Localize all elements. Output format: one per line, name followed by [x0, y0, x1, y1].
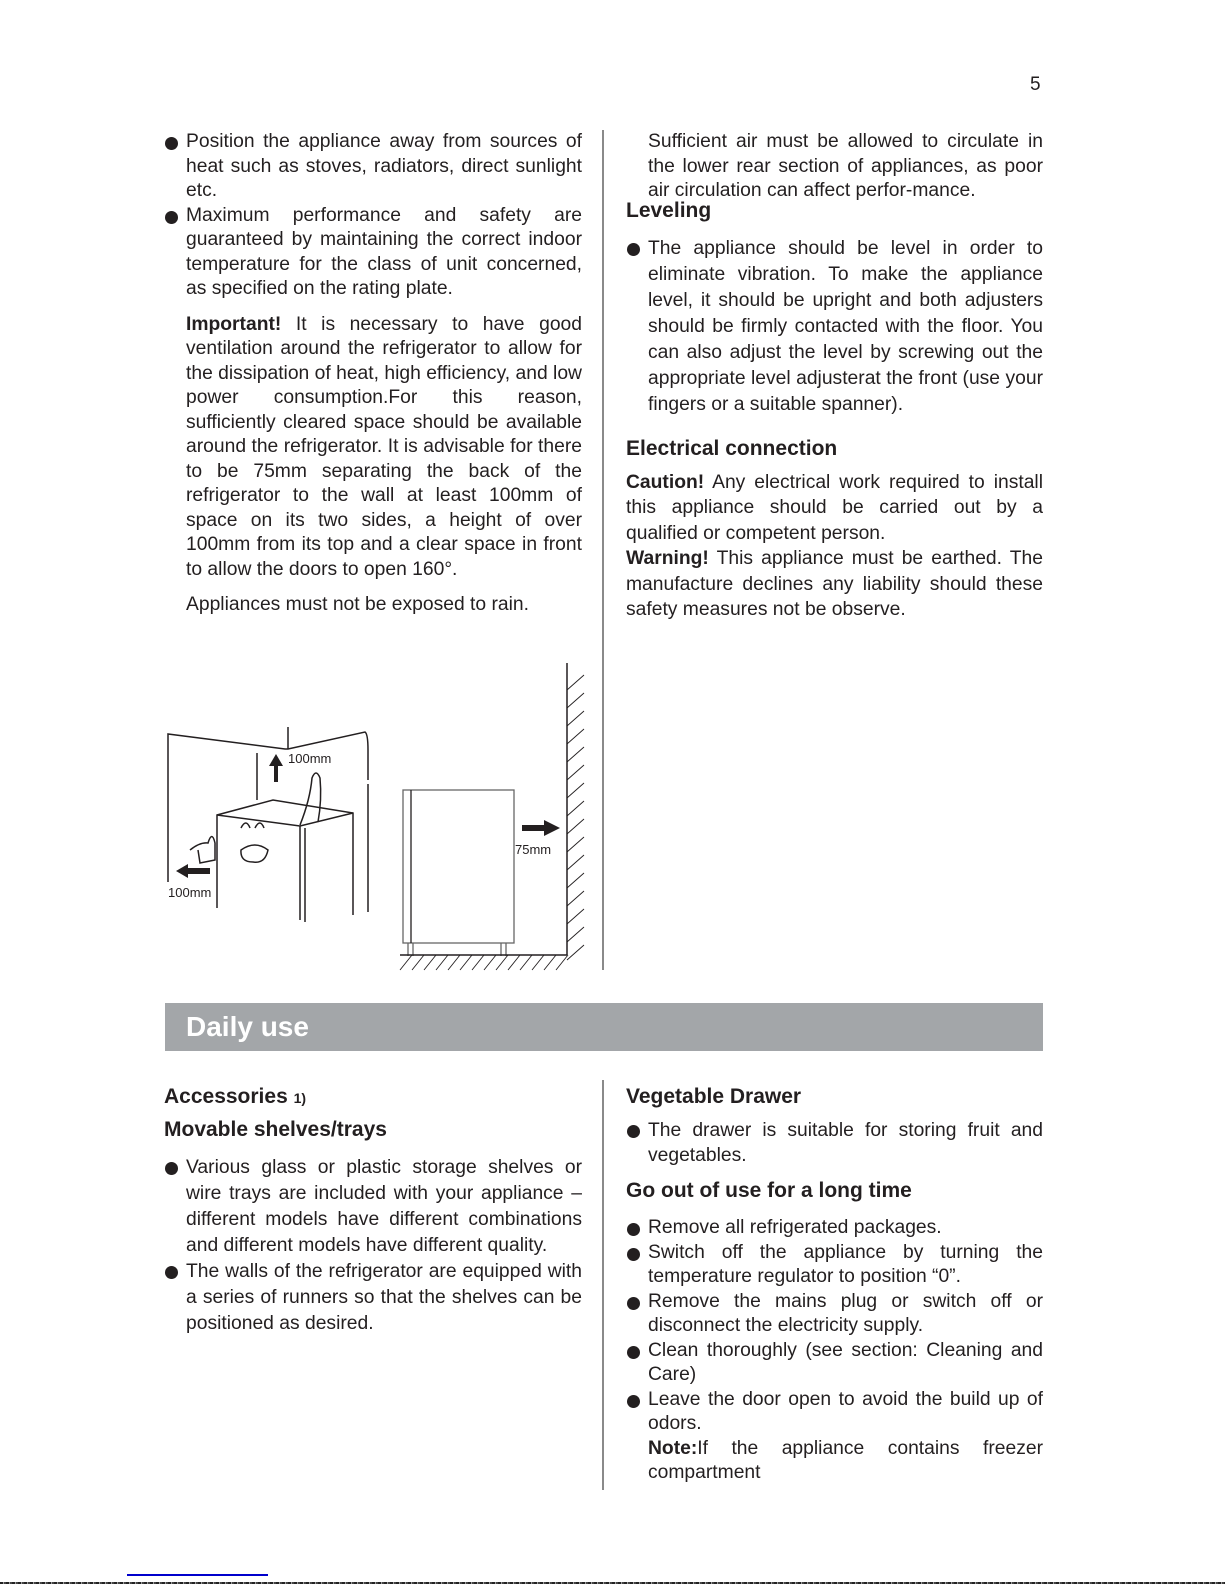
leveling-bullet: The appliance should be level in order to eliminate vibration. To make the appliance level, it should be upright and both adjusters should be firmly contacted with the floor. You can also adjust the level by screwing out the appropriate level adjusterat the front (use your fingers or a suitable spanner).	[626, 236, 1043, 418]
footer-link-underline[interactable]	[127, 1574, 268, 1576]
bullet-heat-sources: Position the appliance away from sources of heat such as stoves, radiators, direct sunlight etc.	[164, 130, 582, 204]
important-paragraph: Important! It is necessary to have good ventilation around the refrigerator to allow for the dissipation of heat, high efficiency, and low power consumption.For this reason, sufficiently cleared space should be available around the refrigerator. It is advisable for there to be 75mm separating the back of the refrigerator to the wall at least 100mm of space on its two sides, a height of over 100mm from its top and a clear space in front to allow the doors to open 160°.	[186, 313, 582, 580]
bullet-switch-off: Switch off the appliance by turning the temperature regulator to position “0”.	[626, 1241, 1043, 1290]
section-banner-daily-use	[165, 1003, 1043, 1051]
page-number: 5	[1030, 74, 1041, 95]
bullet-shelves: Various glass or plastic storage shelves or wire trays are included with your appliance – different models have different combinations and different models have different quality.	[164, 1155, 582, 1259]
column-divider-bottom	[602, 1080, 604, 1490]
important-label: Important!	[186, 313, 282, 335]
right-bottom-column	[626, 1084, 1043, 1486]
bullet-remove-packages: Remove all refrigerated packages.	[626, 1216, 1043, 1241]
left-top-column	[164, 130, 582, 618]
bullet-clean: Clean thoroughly (see section: Cleaning and Care)	[626, 1339, 1043, 1388]
column-divider-top	[602, 130, 604, 970]
warning-paragraph: Warning! This appliance must be earthed. The manufacture declines any liability should these safety measures not be observe.	[626, 548, 1043, 620]
note-label: Note:	[648, 1437, 698, 1459]
accessories-heading: Accessories 1)	[164, 1085, 307, 1108]
side-clearance-label: 100mm	[168, 885, 212, 900]
bullet-runners: The walls of the refrigerator are equipped with a series of runners so that the shelves can be positioned as desired.	[164, 1259, 582, 1337]
section-title: Daily use	[186, 1011, 309, 1042]
shelves-heading: Movable shelves/trays	[164, 1118, 387, 1141]
footer-rule	[0, 1582, 1225, 1584]
refrigerator-clearance-diagram	[160, 650, 600, 980]
electrical-heading: Electrical connection	[626, 436, 838, 460]
bullet-leave-door-open: Leave the door open to avoid the build up of odors.	[626, 1388, 1043, 1437]
clearance-figure	[160, 650, 600, 980]
leveling-heading: Leveling	[626, 198, 712, 222]
footnote-marker: 1)	[293, 1090, 307, 1106]
back-clearance-label: 75mm	[515, 842, 552, 857]
air-circulation-text: Sufficient air must be allowed to circulate in the lower rear section of appliances, as poor air circulation can affect perfor-mance.	[648, 131, 1043, 201]
caution-label: Caution!	[626, 471, 705, 493]
bullet-remove-plug: Remove the mains plug or switch off or disconnect the electricity supply.	[626, 1290, 1043, 1339]
warning-label: Warning!	[626, 548, 709, 569]
top-clearance-label: 100mm	[288, 751, 332, 766]
rain-note: Appliances must not be exposed to rain.	[186, 594, 529, 615]
bullet-performance: Maximum performance and safety are guaranteed by maintaining the correct indoor temperature for the class of unit concerned, as specified on the rating plate.	[164, 204, 582, 302]
left-bottom-column	[164, 1084, 582, 1337]
out-of-use-heading: Go out of use for a long time	[626, 1179, 912, 1202]
caution-paragraph: Caution! Any electrical work required to install this appliance should be carried out by a qualified or competent person.	[626, 471, 1043, 544]
right-top-column	[626, 130, 1043, 623]
bullet-vegetable-drawer: The drawer is suitable for storing fruit and vegetables.	[626, 1118, 1043, 1168]
vegetable-drawer-heading: Vegetable Drawer	[626, 1085, 802, 1108]
note-paragraph: Note:If the appliance contains freezer compartment	[648, 1437, 1043, 1483]
